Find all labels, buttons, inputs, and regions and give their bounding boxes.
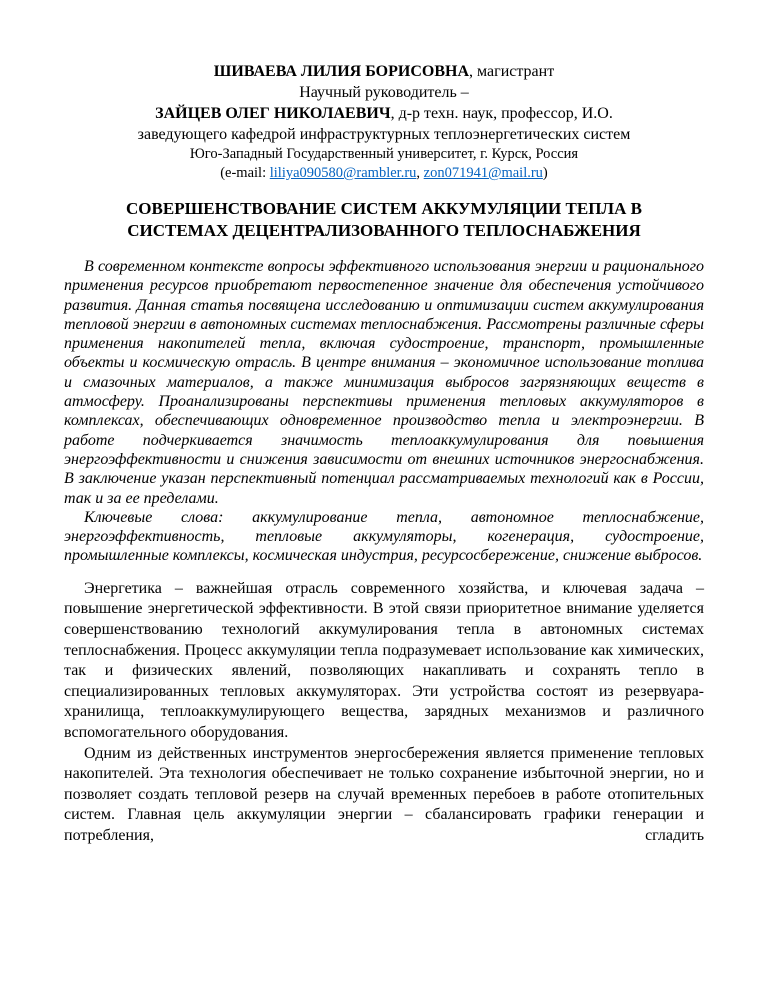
author-name: ШИВАЕВА ЛИЛИЯ БОРИСОВНА	[213, 63, 470, 80]
author-role: , магистрант	[469, 63, 555, 80]
email-separator: ,	[416, 165, 424, 181]
abstract-section	[64, 257, 704, 566]
supervisor-intro-line: Научный руководитель –	[299, 84, 469, 101]
supervisor-name: ЗАЙЦЕВ ОЛЕГ НИКОЛАЕВИЧ	[155, 105, 391, 122]
keywords-paragraph: Ключевые слова: аккумулирование тепла, автономное теплоснабжение, энергоэффективность, тепловые аккумуляторы, когенерация, судостроение, промышленные комплексы, космическая индустрия, ресурсосбережение, снижение выбросов.	[64, 508, 704, 565]
email-link-1[interactable]: liliya090580@rambler.ru	[269, 165, 417, 181]
paper-title-line-1: СОВЕРШЕНСТВОВАНИЕ СИСТЕМ АККУМУЛЯЦИИ ТЕПЛА В	[126, 199, 642, 218]
supervisor-position-line: заведующего кафедрой инфраструктурных теплоэнергетических систем	[137, 126, 631, 143]
email-link-2[interactable]: zon071941@mail.ru	[423, 165, 543, 181]
article-body	[64, 579, 704, 847]
email-suffix: )	[542, 165, 548, 181]
affiliation-line: Юго-Западный Государственный университет, г. Курск, Россия	[189, 146, 579, 162]
paper-title-line-2: СИСТЕМАХ ДЕЦЕНТРАЛИЗОВАННОГО ТЕПЛОСНАБЖЕНИЯ	[127, 220, 641, 240]
body-paragraph-1: Энергетика – важнейшая отрасль современного хозяйства, и ключевая задача – повышение энергетической эффективности. В этой связи приоритетное внимание уделяется совершенствованию технологий аккумулирования тепла в автономных системах теплоснабжения. Процесс аккумуляции тепла подразумевает использование как химических, так и физических явлений, позволяющих накапливать и сохранять тепло в специализированных тепловых аккумуляторах. Эти устройства состоят из резервуара-хранилища, теплоаккумулирующего вещества, зарядных механизмов и различного вспомогательного оборудования.	[64, 579, 704, 741]
supervisor-line	[64, 103, 704, 124]
abstract-paragraph: В современном контексте вопросы эффективного использования энергии и рационального применения ресурсов приобретают первостепенное значение для обеспечения устойчивого развития. Данная статья посвящена исследованию и оптимизации систем аккумулирования тепловой энергии в автономных системах теплоснабжения. Рассмотрены различные сферы применения накопителей тепла, включая судостроение, транспорт, промышленные объекты и космическую отрасль. В центре внимания – экономичное использование топлива и смазочных материалов, а также минимизация выбросов загрязняющих веществ в атмосферу. Проанализированы перспективы применения тепловых аккумуляторов в комплексах, обеспечивающих одновременное производство тепла и электроэнергии. В работе подчеркивается значимость теплоаккумулирования для повышения энергоэффективности и снижения зависимости от внешних источников энергоснабжения. В заключение указан перспективный потенциал рассматриваемых технологий как в России, так и за ее пределами.	[64, 258, 704, 507]
author-line	[64, 61, 704, 82]
author-block	[64, 61, 704, 183]
supervisor-degree: , д-р техн. наук, профессор, И.О.	[390, 105, 613, 122]
email-prefix: (e-mail:	[220, 165, 270, 181]
body-paragraph-2: Одним из действенных инструментов энергосбережения является применение тепловых накопителей. Эта технология обеспечивает не только сохранение избыточной энергии, но и позволяет создать тепловой резерв на случай временных перебоев в работе отопительных систем. Главная цель аккумуляции энергии – сбалансировать графики генерации и потребления, сгладить	[64, 744, 704, 844]
email-line	[64, 164, 704, 183]
paper-title	[64, 198, 704, 241]
